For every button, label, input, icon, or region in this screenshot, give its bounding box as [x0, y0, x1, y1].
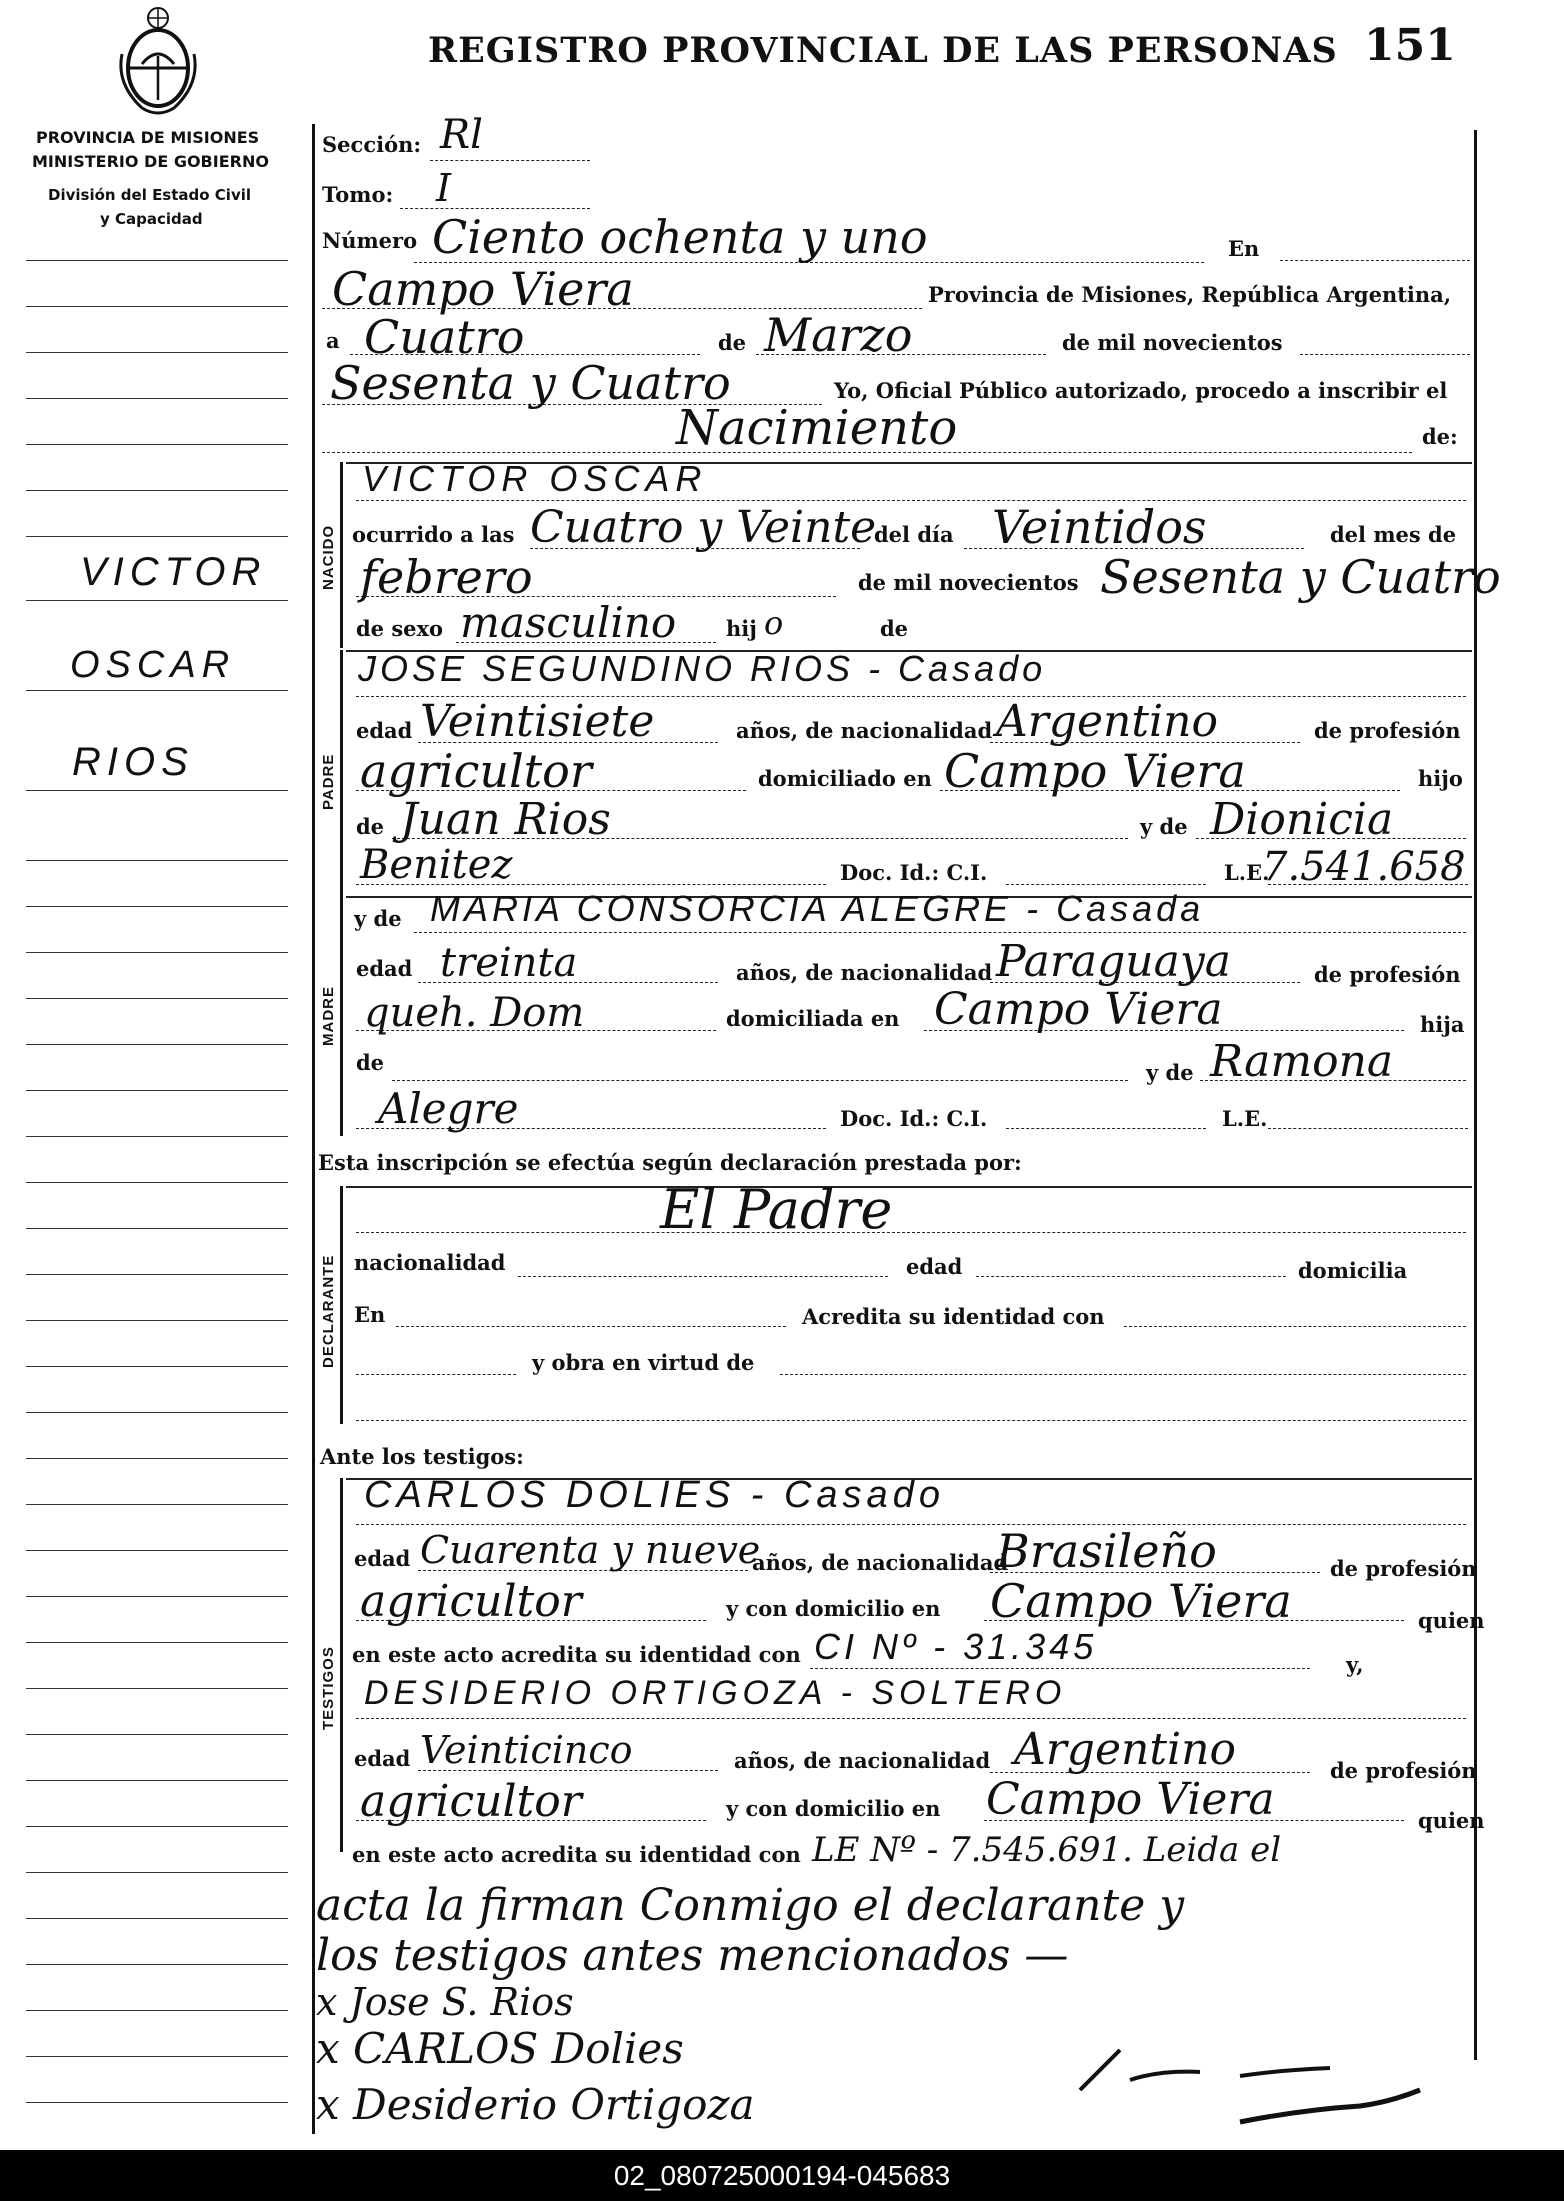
- madre-dom-label: domiciliada en: [726, 1006, 900, 1031]
- en-label: En: [1228, 236, 1260, 261]
- nacido-section-tag: NACIDO: [320, 524, 337, 590]
- testigo1-nac-value: Brasileño: [996, 1524, 1217, 1578]
- testigo2-edad-value: Veinticinco: [420, 1728, 633, 1772]
- declarante-section-tag: DECLARANTE: [320, 1254, 337, 1368]
- padre-nac-value: Argentino: [996, 696, 1218, 747]
- margin-line: [26, 600, 288, 601]
- margin-line: [26, 1504, 288, 1505]
- margin-line: [26, 1320, 288, 1321]
- margin-line: [26, 490, 288, 491]
- margin-line: [26, 1182, 288, 1183]
- padre-prof-label: de profesión: [1314, 718, 1461, 743]
- padre-y-de2-value: Benitez: [360, 842, 513, 888]
- mes-nac-value: febrero: [360, 550, 533, 604]
- padre-y-de-label: y de: [1140, 814, 1188, 839]
- margin-line: [26, 306, 288, 307]
- margin-line: [26, 1964, 288, 1965]
- province-name: PROVINCIA DE MISIONES: [36, 128, 260, 147]
- declarante-extra-line: [356, 1374, 516, 1375]
- testigos-bracket: [340, 1478, 343, 1852]
- margin-line: [26, 1090, 288, 1091]
- declarante-en-label: En: [354, 1302, 386, 1327]
- margin-name-second: OSCAR: [70, 644, 236, 686]
- declarante-en-field-line: [396, 1326, 786, 1327]
- declarante-obra-label: y obra en virtud de: [532, 1350, 755, 1375]
- testigo2-nombre-field-line: [356, 1718, 1466, 1719]
- numero-value: Ciento ochenta y uno: [432, 210, 928, 264]
- margin-line: [26, 1596, 288, 1597]
- margin-line: [26, 398, 288, 399]
- declaracion-label: Esta inscripción se efectúa según declaración prestada por:: [318, 1150, 1022, 1175]
- padre-le-value: 7.541.658: [1262, 844, 1466, 890]
- seccion-value: Rl: [440, 112, 483, 158]
- margin-line: [26, 690, 288, 691]
- de-padres-label: de: [880, 616, 909, 641]
- madre-prof-label: de profesión: [1314, 962, 1461, 987]
- margin-line: [26, 1274, 288, 1275]
- margin-line: [26, 2102, 288, 2103]
- nombre-field-line: [356, 500, 1466, 501]
- nacido-bracket: [340, 462, 343, 648]
- testigo2-dom-label: y con domicilio en: [726, 1796, 941, 1821]
- margin-line: [26, 260, 288, 261]
- testigo2-prof-value: agricultor: [360, 1776, 582, 1827]
- a-label: a: [326, 328, 340, 353]
- margin-line: [26, 1734, 288, 1735]
- testigo1-edad-label: edad: [354, 1546, 411, 1571]
- padre-nac-label: años, de nacionalidad: [736, 718, 993, 743]
- margin-line: [26, 1366, 288, 1367]
- padre-edad-value: Veintisiete: [420, 696, 655, 747]
- testigo1-dom-label: y con domicilio en: [726, 1596, 941, 1621]
- testigo1-edad-value: Cuarenta y nueve: [420, 1528, 761, 1572]
- madre-le-label: L.E.: [1222, 1106, 1268, 1131]
- margin-line: [26, 536, 288, 537]
- madre-y-de2-label: y de: [1146, 1060, 1194, 1085]
- ante-testigos-label: Ante los testigos:: [320, 1444, 524, 1469]
- margin-line: [26, 1780, 288, 1781]
- padre-de-value: Juan Rios: [400, 794, 611, 845]
- margin-line: [26, 1136, 288, 1137]
- closing-line-2: los testigos antes mencionados —: [316, 1930, 1069, 1981]
- signature-padre: x Jose S. Rios: [316, 1980, 574, 2024]
- testigo2-doc-value: LE Nº - 7.545.691. Leida el: [812, 1830, 1282, 1870]
- margin-line: [26, 1228, 288, 1229]
- testigo1-doc-value: CI Nº - 31.345: [814, 1626, 1098, 1667]
- padre-edad-label: edad: [356, 718, 413, 743]
- del-dia-label: del día: [874, 522, 954, 547]
- document-title: REGISTRO PROVINCIAL DE LAS PERSONAS: [428, 30, 1338, 71]
- left-column-rule: [312, 124, 315, 2134]
- lugar-value: Campo Viera: [332, 262, 634, 316]
- acto-value: Nacimiento: [676, 400, 958, 456]
- declarante-bracket: [340, 1186, 343, 1424]
- testigo1-doc-field-line: [810, 1668, 1310, 1669]
- oficial-label: Yo, Oficial Público autorizado, procedo a inscribir el: [834, 378, 1448, 403]
- de-colon-label: de:: [1422, 424, 1458, 449]
- declarante-nac-field-line: [518, 1276, 888, 1277]
- margin-line: [26, 1550, 288, 1551]
- margin-line: [26, 2010, 288, 2011]
- de-sexo-label: de sexo: [356, 616, 444, 641]
- madre-edad-value: treinta: [440, 940, 578, 986]
- madre-nac-value: Paraguaya: [996, 936, 1231, 987]
- ministry-name: MINISTERIO DE GOBIERNO: [32, 152, 269, 171]
- declarante-blank-line: [356, 1420, 1466, 1421]
- padre-nombre-value: JOSE SEGUNDINO RIOS - Casado: [358, 648, 1047, 689]
- declarante-top-rule: [346, 1186, 1472, 1188]
- closing-line-1: acta la firman Conmigo el declarante y: [316, 1880, 1185, 1931]
- padre-hijo-label: hijo: [1418, 766, 1463, 791]
- margin-line: [26, 1412, 288, 1413]
- madre-de-field-line: [392, 1080, 1128, 1081]
- declarante-edad-label: edad: [906, 1254, 963, 1279]
- margin-name-first: VICTOR: [80, 550, 267, 594]
- madre-bracket: [340, 896, 343, 1136]
- tomo-label: Tomo:: [322, 182, 394, 207]
- madre-y-de-value: Ramona: [1210, 1036, 1394, 1087]
- testigo2-edad-label: edad: [354, 1746, 411, 1771]
- testigo1-nombre-field-line: [356, 1524, 1466, 1525]
- margin-line: [26, 444, 288, 445]
- margin-line: [26, 2056, 288, 2057]
- padre-dom-label: domiciliado en: [758, 766, 932, 791]
- signature-testigo1: x CARLOS Dolies: [316, 2024, 684, 2073]
- seccion-label: Sección:: [322, 132, 422, 157]
- madre-edad-label: edad: [356, 956, 413, 981]
- mes-value: Marzo: [764, 308, 913, 362]
- declarante-acredita-field-line: [1124, 1326, 1466, 1327]
- margin-line: [26, 790, 288, 791]
- padre-le-label: L.E.: [1224, 860, 1270, 885]
- testigo1-nac-label: años, de nacionalidad: [752, 1550, 1009, 1575]
- margin-line: [26, 1044, 288, 1045]
- testigo1-y-label: y,: [1346, 1652, 1364, 1677]
- del-mes-label: del mes de: [1330, 522, 1457, 547]
- declarante-field-line: [356, 1232, 1466, 1233]
- padre-de-label: de: [356, 814, 385, 839]
- margin-line: [26, 1872, 288, 1873]
- testigo1-nombre-value: CARLOS DOLIES - Casado: [364, 1474, 945, 1516]
- tomo-field-line: [400, 208, 590, 209]
- dia-nac-value: Veintidos: [992, 500, 1207, 554]
- padre-y-de-value: Dionicia: [1210, 794, 1394, 845]
- seccion-field-line: [430, 160, 590, 161]
- margin-line: [26, 352, 288, 353]
- padre-bracket: [340, 650, 343, 900]
- madre-hija-label: hija: [1420, 1012, 1465, 1037]
- tomo-value: I: [436, 166, 452, 210]
- margin-line: [26, 1458, 288, 1459]
- margin-line: [26, 1918, 288, 1919]
- en-field-line: [1280, 260, 1470, 261]
- coat-of-arms-seal: [112, 4, 204, 122]
- testigo2-quien-label: quien: [1418, 1808, 1485, 1833]
- madre-prof-value: queh. Dom: [364, 990, 585, 1036]
- declarante-nac-label: nacionalidad: [354, 1250, 506, 1275]
- testigo2-acto-label: en este acto acredita su identidad con: [352, 1842, 801, 1867]
- declarante-obra-field-line: [780, 1374, 1466, 1375]
- testigos-section-tag: TESTIGOS: [320, 1646, 337, 1730]
- testigo2-dom-value: Campo Viera: [986, 1774, 1275, 1825]
- testigo2-nombre-value: DESIDERIO ORTIGOZA - SOLTERO: [364, 1674, 1067, 1712]
- testigo1-quien-label: quien: [1418, 1608, 1485, 1633]
- de-mil-nov-label: de mil novecientos: [858, 570, 1079, 595]
- madre-section-tag: MADRE: [320, 986, 337, 1046]
- sexo-value: masculino: [460, 598, 677, 647]
- testigo1-acto-label: en este acto acredita su identidad con: [352, 1642, 801, 1667]
- padre-dom-value: Campo Viera: [944, 744, 1246, 798]
- madre-y-de2-value: Alegre: [378, 1084, 519, 1133]
- declarante-edad-field-line: [976, 1276, 1286, 1277]
- madre-y-de-label: y de: [354, 906, 402, 931]
- margin-line: [26, 1688, 288, 1689]
- madre-nac-label: años, de nacionalidad: [736, 960, 993, 985]
- testigo1-dom-value: Campo Viera: [990, 1574, 1292, 1628]
- declarante-acredita-label: Acredita su identidad con: [802, 1304, 1105, 1329]
- anio-field-line-a: [1300, 354, 1470, 355]
- footer-file-id: 02_080725000194-045683: [0, 2150, 1564, 2201]
- padre-doc-field-line: [1006, 884, 1206, 885]
- de-mil-novecientos-label: de mil novecientos: [1062, 330, 1283, 355]
- margin-line: [26, 860, 288, 861]
- madre-de-label: de: [356, 1050, 385, 1075]
- testigo2-nac-label: años, de nacionalidad: [734, 1748, 991, 1773]
- margin-line: [26, 906, 288, 907]
- folio-number: 151: [1364, 20, 1456, 71]
- madre-dom-value: Campo Viera: [934, 984, 1223, 1035]
- margin-name-surname: RIOS: [72, 740, 194, 784]
- anio-value: Sesenta y Cuatro: [330, 356, 731, 410]
- declarante-domicilia-label: domicilia: [1298, 1258, 1408, 1283]
- margin-line: [26, 1826, 288, 1827]
- testigo1-prof-label: de profesión: [1330, 1556, 1477, 1581]
- anio-nac-value: Sesenta y Cuatro: [1100, 550, 1501, 604]
- testigo1-prof-value: agricultor: [360, 1576, 582, 1627]
- testigo2-prof-label: de profesión: [1330, 1758, 1477, 1783]
- madre-doc-field-line: [1006, 1128, 1206, 1129]
- hij-suffix-value: o: [764, 604, 784, 642]
- margin-line: [26, 1642, 288, 1643]
- madre-doc-label: Doc. Id.: C.I.: [840, 1106, 988, 1131]
- dia-value: Cuatro: [364, 310, 525, 364]
- declarante-value: El Padre: [660, 1178, 893, 1241]
- madre-nombre-value: MARIA CONSORCIA ALEGRE - Casada: [430, 888, 1205, 929]
- official-signature-mark: [1060, 2010, 1460, 2130]
- madre-le-field-line: [1268, 1128, 1468, 1129]
- division-capacity: y Capacidad: [100, 210, 203, 228]
- padre-doc-label: Doc. Id.: C.I.: [840, 860, 988, 885]
- testigo2-nac-value: Argentino: [1014, 1724, 1236, 1775]
- hij-label: hij: [726, 616, 757, 641]
- ocurrido-label: ocurrido a las: [352, 522, 515, 547]
- hora-value: Cuatro y Veinte: [530, 502, 877, 553]
- division-name: División del Estado Civil: [48, 186, 252, 204]
- margin-line: [26, 952, 288, 953]
- madre-nombre-field-line: [414, 932, 1466, 933]
- numero-label: Número: [322, 228, 418, 253]
- nombre-value: VICTOR OSCAR: [362, 458, 708, 499]
- de-label: de: [718, 330, 747, 355]
- margin-line: [26, 998, 288, 999]
- padre-prof-value: agricultor: [360, 744, 592, 798]
- provincia-label: Provincia de Misiones, República Argentina,: [928, 282, 1452, 307]
- signature-testigo2: x Desiderio Ortigoza: [316, 2080, 755, 2129]
- padre-section-tag: PADRE: [320, 753, 337, 810]
